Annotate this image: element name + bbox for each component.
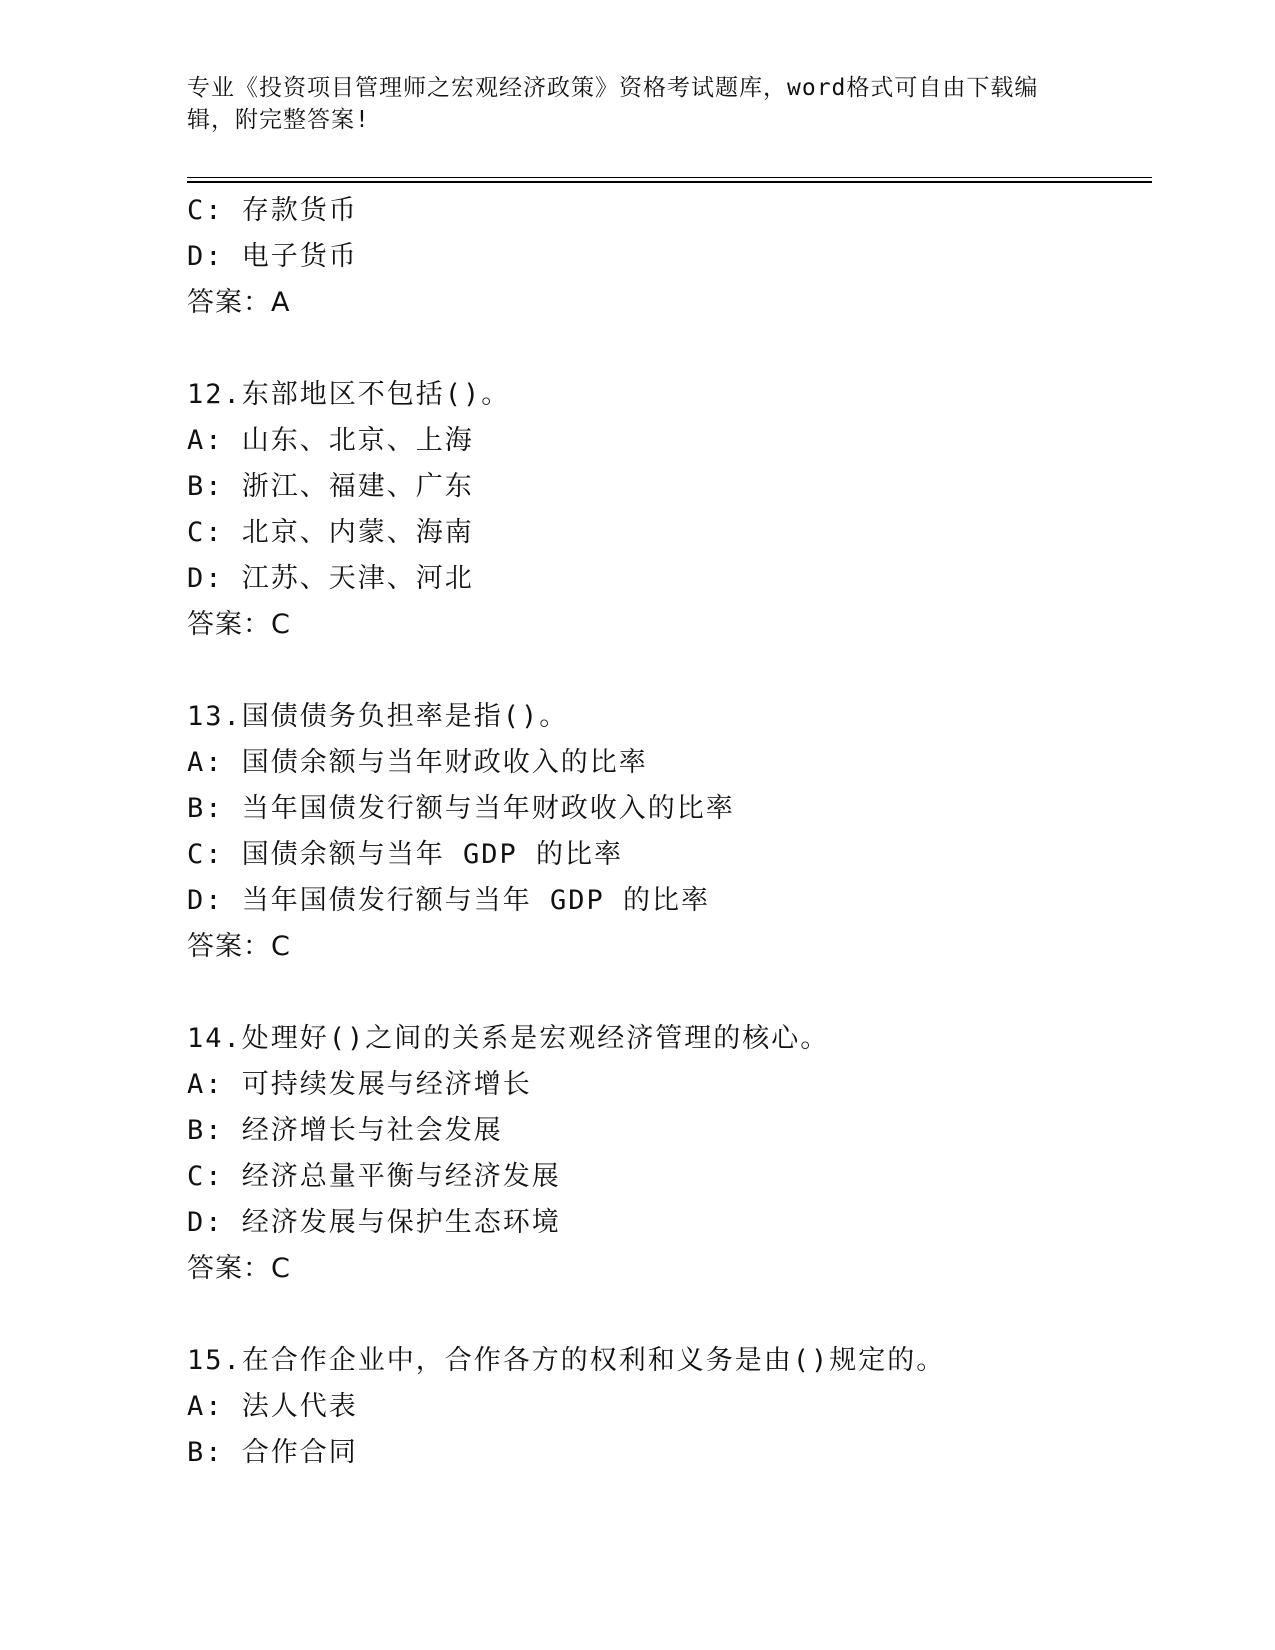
option-c: C: 国债余额与当年 GDP 的比率 (187, 839, 624, 870)
spacer (187, 648, 1152, 694)
question-14 (187, 1016, 1152, 1292)
option-c: C: 存款货币 (187, 195, 358, 226)
spacer (187, 970, 1152, 1016)
option-c: C: 北京、内蒙、海南 (187, 517, 474, 548)
option-b: B: 合作合同 (187, 1437, 358, 1468)
question-title: 14.处理好()之间的关系是宏观经济管理的核心。 (187, 1023, 830, 1054)
answer-line: 答案：C (187, 1253, 291, 1284)
page-header: 专业《投资项目管理师之宏观经济政策》资格考试题库，word格式可自由下载编辑，附完整答案! (187, 75, 1039, 133)
answer-line: 答案：A (187, 287, 291, 318)
question-12 (187, 372, 1152, 648)
spacer (187, 326, 1152, 372)
option-d: D: 经济发展与保护生态环境 (187, 1207, 561, 1238)
option-a: A: 法人代表 (187, 1391, 358, 1422)
option-d: D: 当年国债发行额与当年 GDP 的比率 (187, 885, 711, 916)
question-list (187, 188, 1152, 1476)
spacer (187, 1292, 1152, 1338)
question-title: 15.在合作企业中，合作各方的权利和义务是由()规定的。 (187, 1345, 946, 1376)
option-b: B: 当年国债发行额与当年财政收入的比率 (187, 793, 735, 824)
answer-line: 答案：C (187, 609, 291, 640)
option-c: C: 经济总量平衡与经济发展 (187, 1161, 561, 1192)
option-d: D: 电子货币 (187, 241, 358, 272)
option-d: D: 江苏、天津、河北 (187, 563, 474, 594)
question-15 (187, 1338, 1152, 1476)
option-a: A: 国债余额与当年财政收入的比率 (187, 747, 648, 778)
option-b: B: 经济增长与社会发展 (187, 1115, 503, 1146)
question-title: 12.东部地区不包括()。 (187, 379, 511, 410)
option-a: A: 可持续发展与经济增长 (187, 1069, 532, 1100)
answer-line: 答案：C (187, 931, 291, 962)
option-b: B: 浙江、福建、广东 (187, 471, 474, 502)
question-title: 13.国债债务负担率是指()。 (187, 701, 569, 732)
header-rule-thin (187, 177, 1152, 178)
question-13 (187, 694, 1152, 970)
prev-question-block (187, 188, 1152, 326)
header-rule-thick (187, 181, 1152, 183)
option-a: A: 山东、北京、上海 (187, 425, 474, 456)
